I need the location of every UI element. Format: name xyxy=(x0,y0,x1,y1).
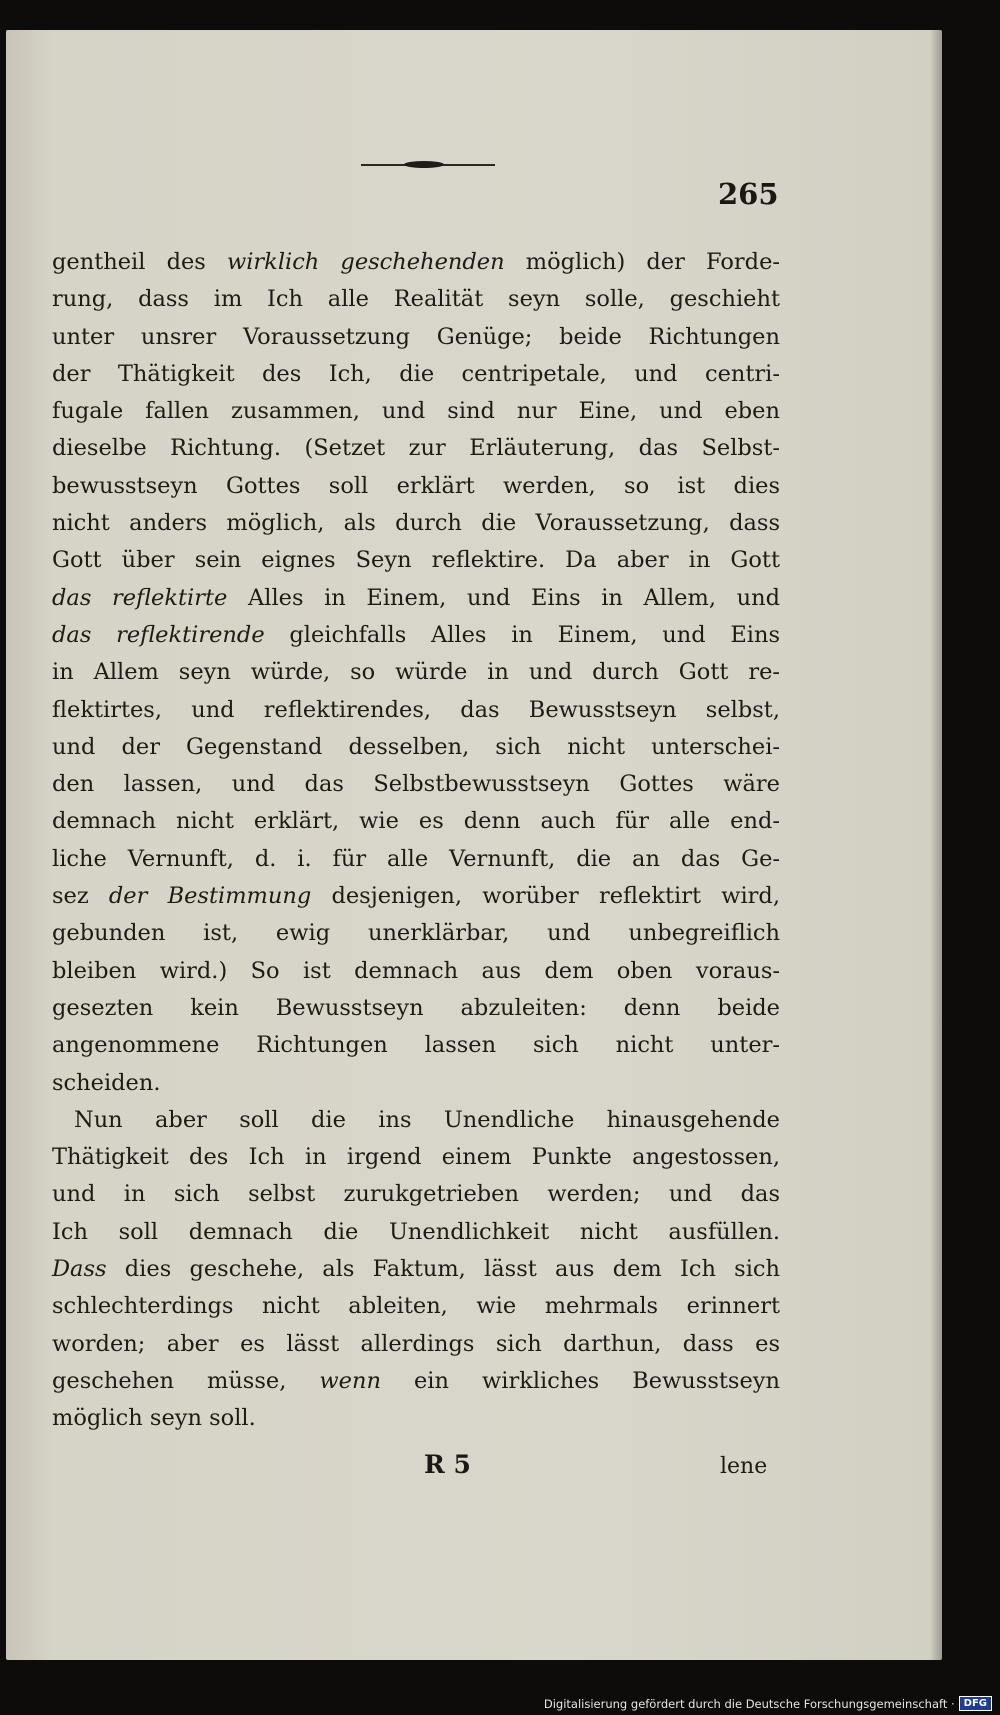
text-line xyxy=(52,580,780,617)
text-run: nicht anders möglich, als durch die Voraussetzung, dass xyxy=(52,510,780,537)
text-run: fugale fallen zusammen, und sind nur Eine, und eben xyxy=(52,398,780,425)
text-line xyxy=(52,1326,780,1363)
italic-run: wenn xyxy=(319,1367,381,1394)
text-run: schlechterdings nicht ableiten, wie mehrmals erinnert xyxy=(52,1293,780,1320)
text-run: ein wirkliches Bewusstseyn xyxy=(380,1367,780,1394)
text-run: sez xyxy=(52,883,109,910)
text-run: demnach nicht erklärt, wie es denn auch für alle end- xyxy=(52,808,780,835)
text-run: dieselbe Richtung. (Setzet zur Erläuterung, das Selbst- xyxy=(52,435,780,462)
text-line xyxy=(52,542,780,579)
text-line xyxy=(52,692,780,729)
text-line xyxy=(52,766,780,803)
text-line xyxy=(52,1214,780,1251)
text-line xyxy=(52,1139,780,1176)
text-line xyxy=(52,654,780,691)
page-edge-shadow xyxy=(930,30,942,1660)
text-line xyxy=(52,1363,780,1400)
text-line xyxy=(52,841,780,878)
text-line xyxy=(52,953,780,990)
credit-text: Digitalisierung gefördert durch die Deutsche Forschungsgemeinschaft · xyxy=(543,1696,955,1711)
text-run: gesezten kein Bewusstseyn abzuleiten: denn beide xyxy=(52,994,780,1021)
text-run: und der Gegenstand desselben, sich nicht unterschei- xyxy=(52,733,780,760)
body-text xyxy=(52,244,780,1438)
text-run: bewusstseyn Gottes soll erklärt werden, so ist dies xyxy=(52,472,780,499)
italic-run: das reflektirende xyxy=(52,621,265,648)
text-line xyxy=(52,319,780,356)
digitization-credit xyxy=(544,1696,992,1711)
text-run: Thätigkeit des Ich in irgend einem Punkte angestossen, xyxy=(52,1144,780,1171)
text-run: desjenigen, worüber reflektirt wird, xyxy=(311,883,780,910)
signature-mark: R 5 xyxy=(424,1450,471,1479)
text-run: geschehen müsse, xyxy=(52,1367,320,1394)
text-line xyxy=(52,468,780,505)
text-line xyxy=(52,1288,780,1325)
text-line xyxy=(52,244,780,281)
text-line xyxy=(52,729,780,766)
text-line xyxy=(52,393,780,430)
text-run: möglich) der Forde- xyxy=(504,249,780,275)
text-run: unter unsrer Voraussetzung Genüge; beide Richtungen xyxy=(52,323,780,350)
text-line xyxy=(52,990,780,1027)
catchword: lene xyxy=(720,1454,768,1479)
italic-run: Dass xyxy=(52,1256,107,1283)
text-run: worden; aber es lässt allerdings sich darthun, dass es xyxy=(52,1330,780,1357)
text-line xyxy=(52,1065,780,1102)
text-run: rung, dass im Ich alle Realität seyn solle, geschieht xyxy=(52,286,780,313)
text-line xyxy=(52,356,780,393)
text-run: dies geschehe, als Faktum, lässt aus dem Ich sich xyxy=(106,1256,780,1283)
book-page xyxy=(6,30,942,1660)
text-line xyxy=(52,1251,780,1288)
header-rule-ornament xyxy=(404,161,444,168)
text-run: möglich seyn soll. xyxy=(52,1405,256,1432)
text-run: scheiden. xyxy=(52,1069,161,1096)
italic-run: wirklich geschehenden xyxy=(226,249,505,275)
text-run: in Allem seyn würde, so würde in und durch Gott re- xyxy=(52,659,780,686)
text-line xyxy=(52,1102,780,1139)
text-line xyxy=(52,617,780,654)
text-run: Alles in Einem, und Eins in Allem, und xyxy=(227,584,780,611)
text-line xyxy=(52,915,780,952)
text-line xyxy=(52,878,780,915)
text-run: und in sich selbst zurukgetrieben werden; und das xyxy=(52,1181,780,1208)
text-run: gebunden ist, ewig unerklärbar, und unbegreiflich xyxy=(52,920,780,947)
text-run: gleichfalls Alles in Einem, und Eins xyxy=(264,621,780,648)
text-run: Ich soll demnach die Unendlichkeit nicht ausfüllen. xyxy=(52,1218,780,1245)
text-run: flektirtes, und reflektirendes, das Bewusstseyn selbst, xyxy=(52,696,780,723)
page-number: 265 xyxy=(718,177,779,211)
text-line xyxy=(52,1027,780,1064)
text-run: angenommene Richtungen lassen sich nicht unter- xyxy=(52,1032,780,1059)
text-line xyxy=(52,281,780,318)
text-run: Gott über sein eignes Seyn reflektire. Da aber in Gott xyxy=(52,547,780,574)
dfg-logo: DFG xyxy=(959,1696,992,1711)
text-line xyxy=(52,1400,780,1437)
text-line xyxy=(52,430,780,467)
italic-run: der Bestimmung xyxy=(108,883,312,910)
italic-run: das reflektirte xyxy=(52,584,228,611)
text-line xyxy=(52,505,780,542)
text-line xyxy=(52,1176,780,1213)
text-run: den lassen, und das Selbstbewusstseyn Gottes wäre xyxy=(52,771,780,798)
text-run: liche Vernunft, d. i. für alle Vernunft, die an das Ge- xyxy=(52,845,780,872)
text-run: der Thätigkeit des Ich, die centripetale, und centri- xyxy=(52,360,780,387)
text-run: gentheil des xyxy=(52,249,227,275)
text-run: bleiben wird.) So ist demnach aus dem oben voraus- xyxy=(52,957,780,984)
text-run: Nun aber soll die ins Unendliche hinausgehende xyxy=(74,1106,780,1133)
text-line xyxy=(52,803,780,840)
